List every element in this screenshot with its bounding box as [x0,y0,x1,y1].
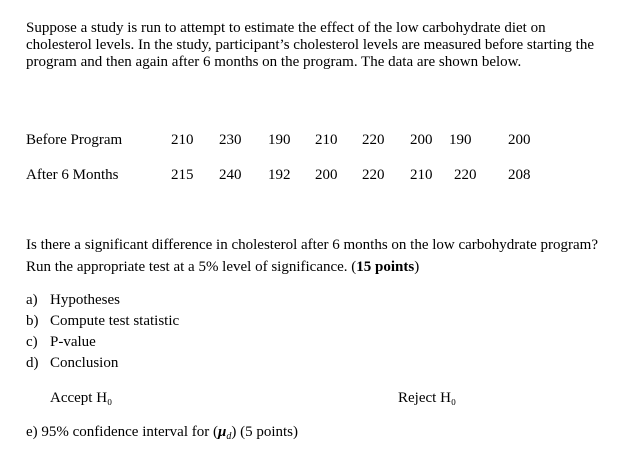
before-value-3: 190 [268,132,291,148]
mu-subscript: d [226,431,232,442]
after-value-5: 220 [362,167,385,183]
part-letter: b) [26,313,39,329]
part-letter: d) [26,355,39,371]
question-text [26,234,606,278]
accept-h0-label: Accept H₀ [50,390,113,406]
row-label-after: After 6 Months [26,167,119,183]
after-value-8: 208 [508,167,531,183]
after-value-4: 200 [315,167,338,183]
before-value-4: 210 [315,132,338,148]
before-value-6: 200 [410,132,433,148]
problem-intro: Suppose a study is run to attempt to estimate the effect of the low carbohydrate diet on cholesterol levels. In the study, participant’s cholesterol levels are measured before starting the program and then again after 6 months on the program. The data are shown below. [26,20,594,70]
after-value-3: 192 [268,167,291,183]
part-text: P-value [50,334,96,350]
ci-points: (5 points) [240,424,299,440]
before-value-5: 220 [362,132,385,148]
reject-h0-label: Reject H₀ [398,390,457,406]
before-value-8: 200 [508,132,531,148]
ci-close-paren: ) [231,424,237,440]
list-item [26,311,179,332]
part-text: Hypotheses [50,292,120,308]
after-value-2: 240 [219,167,242,183]
list-item [26,332,179,353]
question-points: 15 points [356,259,415,275]
list-item [26,353,179,374]
confidence-interval-line [26,423,298,446]
part-text: Conclusion [50,355,119,371]
list-item [26,290,179,311]
row-label-before: Before Program [26,132,123,148]
after-value-1: 215 [171,167,194,183]
ci-open-paren: ( [213,424,218,440]
question-close: ) [414,259,420,275]
before-value-2: 230 [219,132,242,148]
question-body: Is there a significant difference in cholesterol after 6 months on the low carbohydrate program? Run the appropriate test at a 5% level of significance. ( [26,237,599,275]
after-value-6: 210 [410,167,433,183]
before-value-1: 210 [171,132,194,148]
part-text: Compute test statistic [50,313,180,329]
before-value-7: 190 [449,132,472,148]
part-letter: c) [26,334,38,350]
mu-symbol: μ [218,424,227,440]
part-letter: a) [26,292,38,308]
after-value-7: 220 [454,167,477,183]
parts-list [26,290,179,374]
ci-prefix: e) 95% confidence interval for [26,424,210,440]
